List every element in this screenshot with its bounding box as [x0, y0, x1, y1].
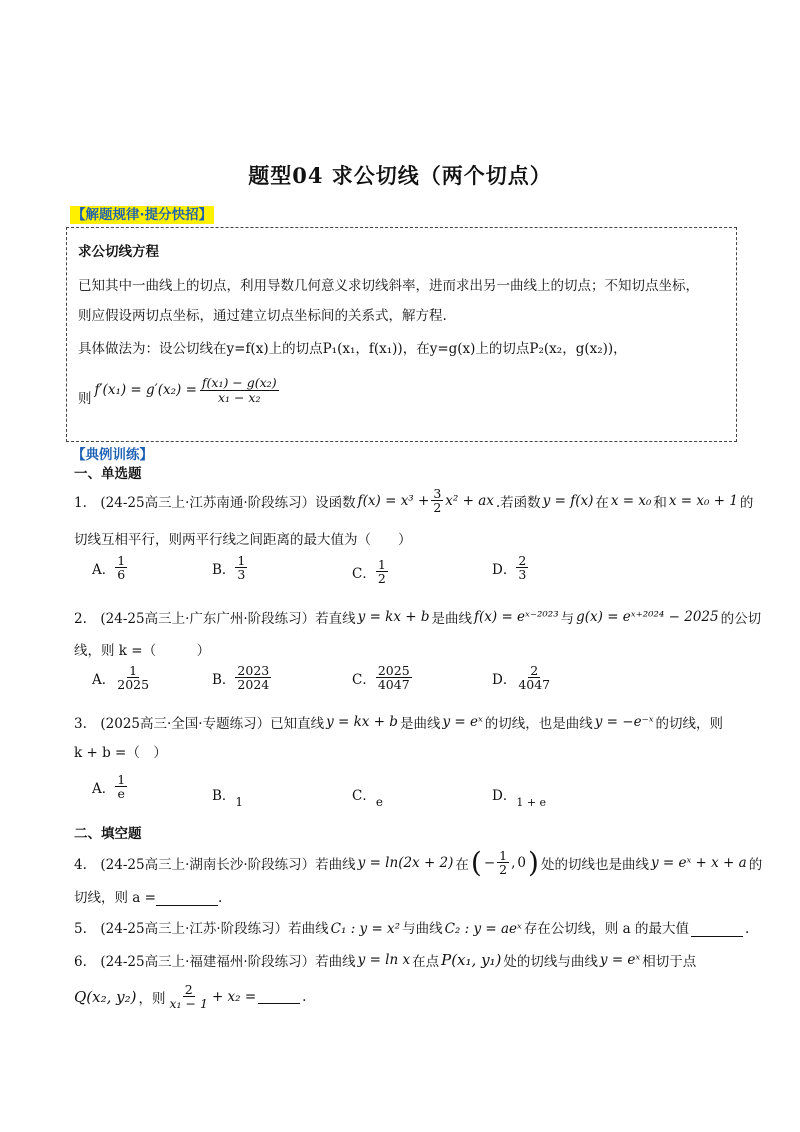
- section-single-choice: 一、单选题: [74, 466, 142, 482]
- q3-option-c[interactable]: C．e: [352, 788, 383, 809]
- q2-option-a[interactable]: A． $\frac{1}{2025}$: [92, 663, 150, 693]
- box-formula-left: f′(x₁) = g′(x₂) =: [94, 382, 197, 398]
- box-formula-row: [78, 373, 279, 407]
- q1-option-d[interactable]: D． $\frac{2}{3}$: [492, 553, 527, 583]
- tip-tag: 【解题规律·提分快招】: [72, 207, 213, 223]
- box-formula-prefix: 则: [78, 391, 92, 407]
- q1-option-b[interactable]: B． $\frac{1}{3}$: [212, 553, 246, 583]
- q2-option-b[interactable]: B． $\frac{2023}{2024}$: [212, 663, 270, 693]
- box-paragraph-2: 则应假设两切点坐标，通过建立切点坐标间的关系式，解方程.: [78, 308, 447, 324]
- question-4-line2: 切线，则 a = .: [74, 890, 223, 906]
- box-formula-fraction: $\frac{\text{f(x₁) − g(x₂)}}{\text{x₁ − x₂}}$: [201, 375, 277, 405]
- q1-option-a[interactable]: A． $\frac{1}{6}$: [92, 553, 126, 583]
- q3-option-b[interactable]: B．1: [212, 788, 244, 809]
- question-3-line2: k + b =（ ）: [74, 745, 167, 761]
- box-heading: 求公切线方程: [78, 244, 159, 260]
- question-1-line1: 1. (24-25高三上·江苏南通·阶段练习）设函数 f(x) = x³ + $\frac{3}{2}$ x² + ax .若函数 y = f(x) 在 x = x₀ 和 x = x₀ + 1 的: [74, 486, 754, 516]
- question-2-line2: 线，则 k =（ ）: [74, 643, 211, 659]
- question-2-line1: 2. (24-25高三上·广东广州·阶段练习）若直线 y = kx + b 是曲线 f(x) = eˣ⁻²⁰²³ 与 g(x) = eˣ⁺²⁰²⁴ − 2025 的公切: [74, 609, 762, 627]
- box-paragraph-1: 已知其中一曲线上的切点，利用导数几何意义求切线斜率，进而求出另一曲线上的切点；不知切点坐标，: [78, 278, 699, 294]
- method-box: [66, 227, 737, 442]
- q5-answer-blank[interactable]: [691, 936, 743, 937]
- question-4-line1: 4. (24-25高三上·湖南长沙·阶段练习）若曲线 y = ln(2x + 2) 在 ( − $\frac{1}{2}$ , 0 ) 处的切线也是曲线 y = eˣ + x + a 的: [74, 846, 763, 879]
- question-1-line2: 切线互相平行，则两平行线之间距离的最大值为（ ）: [74, 532, 412, 548]
- box-paragraph-3: 具体做法为：设公切线在y=f(x)上的切点P₁(x₁，f(x₁))，在y=g(x)上的切点P₂(x₂，g(x₂))，: [78, 341, 627, 357]
- question-3-line1: 3. (2025高三·全国·专题练习）已知直线 y = kx + b 是曲线 y = eˣ 的切线，也是曲线 y = −e⁻ˣ 的切线，则: [74, 714, 724, 732]
- q2-option-d[interactable]: D． $\frac{2}{4047}$: [492, 663, 551, 693]
- question-6-line1: 6. (24-25高三上·福建福州·阶段练习）若曲线 y = ln x 在点 P(x₁, y₁) 处的切线与曲线 y = eˣ 相切于点: [74, 951, 697, 970]
- q2-option-c[interactable]: C． $\frac{2025}{4047}$: [352, 663, 410, 693]
- q4-answer-blank[interactable]: [156, 905, 218, 906]
- page-title: 题型04 求公切线（两个切点）: [248, 163, 552, 188]
- section-fill-blank: 二、填空题: [74, 826, 142, 842]
- q3-option-a[interactable]: A． $\frac{1}{e}$: [92, 772, 126, 802]
- example-tag: 【典例训练】: [72, 447, 153, 463]
- q6-answer-blank[interactable]: [258, 989, 300, 1004]
- question-6-line2: Q(x₂, y₂) ，则 $\frac{2}{\text{x₁ − 1}}$ + x₂ = .: [74, 982, 307, 1012]
- q1-option-c[interactable]: C． $\frac{1}{2}$: [352, 557, 386, 587]
- q3-option-d[interactable]: D．$_{1 + e}$: [492, 788, 547, 809]
- question-5: 5. (24-25高三上·江苏·阶段练习）若曲线 C₁ : y = x² 与曲线 C₂ : y = aeˣ 存在公切线，则 a 的最大值 .: [74, 921, 750, 937]
